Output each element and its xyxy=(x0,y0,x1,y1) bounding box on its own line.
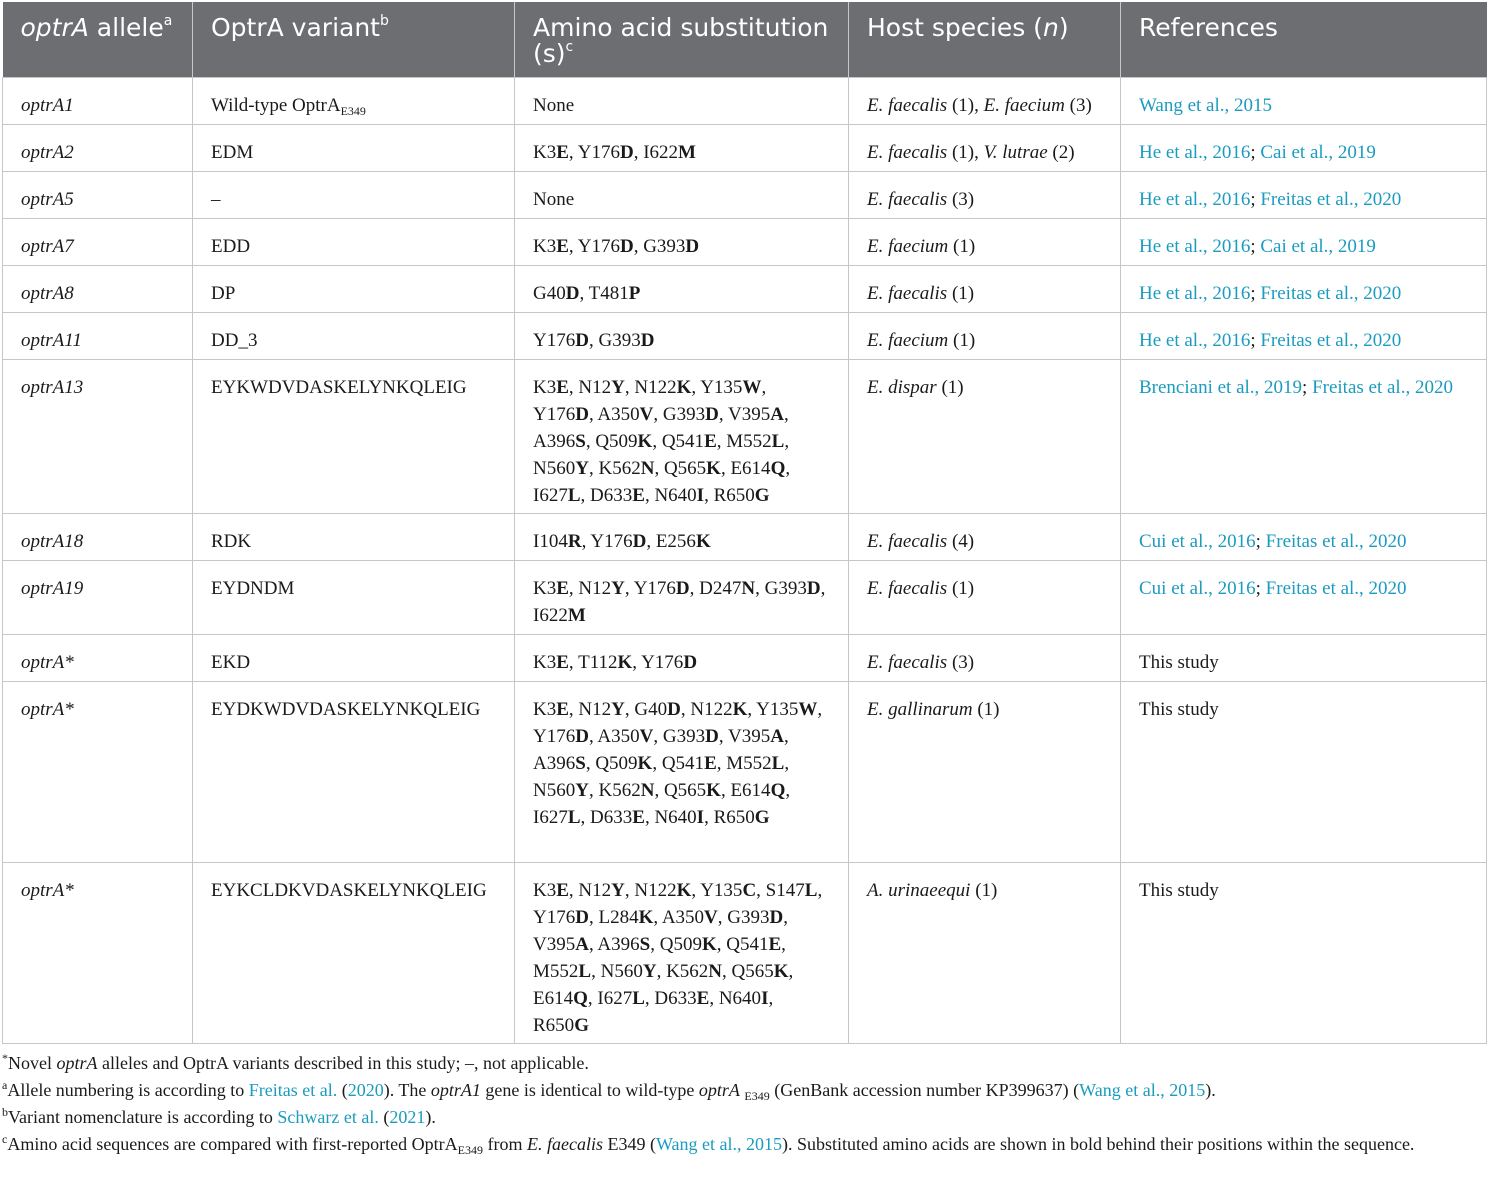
reference-link[interactable]: Cai et al., 2019 xyxy=(1260,236,1376,257)
substituted-residue: L xyxy=(578,961,592,982)
substituted-residue: D xyxy=(632,531,647,552)
table-row xyxy=(3,360,1487,514)
header-variant xyxy=(193,2,515,78)
allele-cell: optrA2 xyxy=(3,125,193,172)
table-row xyxy=(3,266,1487,313)
substituted-residue: E xyxy=(632,807,645,828)
substituted-residue: V xyxy=(639,404,654,425)
allele-cell: optrA7 xyxy=(3,219,193,266)
substituted-residue: K xyxy=(637,753,653,774)
substituted-residue: V xyxy=(704,907,718,928)
references-cell: Cui et al., 2016; Freitas et al., 2020 xyxy=(1121,561,1487,635)
variant-cell xyxy=(193,78,515,125)
table-row xyxy=(3,635,1487,682)
substituted-residue: N xyxy=(640,458,655,479)
substituted-residue: E xyxy=(556,699,569,720)
variant-cell xyxy=(193,172,515,219)
substituted-residue: E xyxy=(556,377,569,398)
substituted-residue: K xyxy=(706,458,721,479)
references-cell: He et al., 2016; Freitas et al., 2020 xyxy=(1121,313,1487,360)
host-cell: E. faecium (1) xyxy=(849,313,1121,360)
variant-cell xyxy=(193,125,515,172)
variant-cell xyxy=(193,360,515,514)
substituted-residue: W xyxy=(742,377,762,398)
substituted-residue: N xyxy=(640,780,655,801)
substituted-residue: E xyxy=(768,934,782,955)
substituted-residue: K xyxy=(732,699,748,720)
substitution-cell: K3E, N12Y, N122K, Y135W, Y176D, A350V, G393D, V395A, A396S, Q509K, Q541E, M552L, N560Y, K562N, Q565K, E614Q, I627L, D633E, N640I, R650G xyxy=(515,360,849,514)
table-row xyxy=(3,514,1487,561)
substituted-residue: D xyxy=(575,726,589,747)
substituted-residue: L xyxy=(771,753,785,774)
host-cell: E. faecalis (1) xyxy=(849,266,1121,313)
substitution-cell: K3E, N12Y, N122K, Y135C, S147L, Y176D, L284K, A350V, G393D, V395A, A396S, Q509K, Q541E, M552L, N560Y, K562N, Q565K, E614Q, I627L, D633E, N640I, R650G xyxy=(515,863,849,1044)
species-name: E. gallinarum xyxy=(867,699,973,720)
table-container xyxy=(2,2,1486,1044)
substituted-residue: Y xyxy=(611,377,625,398)
table-row xyxy=(3,561,1487,635)
table-row xyxy=(3,219,1487,266)
header-row xyxy=(3,2,1487,78)
substitution-cell: K3E, N12Y, Y176D, D247N, G393D, I622M xyxy=(515,561,849,635)
species-name: E. faecalis xyxy=(867,578,948,599)
variant-text: EKD xyxy=(211,652,251,673)
host-cell: E. faecalis (1), V. lutrae (2) xyxy=(849,125,1121,172)
reference-link[interactable]: He et al., 2016 xyxy=(1139,142,1251,163)
substituted-residue: L xyxy=(567,807,581,828)
substituted-residue: E xyxy=(704,431,717,452)
variant-text: RDK xyxy=(211,531,252,552)
host-cell: A. urinaeequi (1) xyxy=(849,863,1121,1044)
table-row xyxy=(3,78,1487,125)
references-cell: Cui et al., 2016; Freitas et al., 2020 xyxy=(1121,514,1487,561)
reference-link[interactable]: Freitas et al., 2020 xyxy=(1260,283,1402,304)
substituted-residue: L xyxy=(632,988,645,1009)
substituted-residue: I xyxy=(761,988,769,1009)
reference-link[interactable]: Cui et al., 2016 xyxy=(1139,578,1256,599)
substituted-residue: E xyxy=(556,142,569,163)
substitution-cell: None xyxy=(515,78,849,125)
references-cell: Brenciani et al., 2019; Freitas et al., 2020 xyxy=(1121,360,1487,514)
species-name: E. faecium xyxy=(867,330,949,351)
substituted-residue: Y xyxy=(611,699,625,720)
references-cell: He et al., 2016; Cai et al., 2019 xyxy=(1121,125,1487,172)
reference-link[interactable]: Cui et al., 2016 xyxy=(1139,531,1256,552)
substituted-residue: M xyxy=(678,142,696,163)
reference-link[interactable]: Freitas et al., 2020 xyxy=(1265,531,1407,552)
substituted-residue: K xyxy=(637,431,653,452)
header-substitution-label: Amino acid substitution (s) xyxy=(533,13,829,68)
header-allele-sup: a xyxy=(163,13,173,29)
substitution-cell: None xyxy=(515,172,849,219)
allele-cell: optrA13 xyxy=(3,360,193,514)
footnote-c: $^c$Amino acid sequences are compared with first-reported OptrA$_{E349}$ from E. faecalis E349 (Wang et al., 2015). Substituted amino acids are shown in bold behind their positions within the sequence. xyxy=(2,1132,1415,1157)
host-cell: E. gallinarum (1) xyxy=(849,682,1121,863)
species-name: E. faecalis xyxy=(867,652,948,673)
species-name: E. faecium xyxy=(983,95,1065,116)
substituted-residue: W xyxy=(798,699,818,720)
reference-link[interactable]: He et al., 2016 xyxy=(1139,283,1251,304)
references-cell: This study xyxy=(1121,635,1487,682)
allele-cell: optrA19 xyxy=(3,561,193,635)
substituted-residue: L xyxy=(567,485,581,506)
reference-link[interactable]: Freitas et al., 2020 xyxy=(1265,578,1407,599)
allele-cell: optrA* xyxy=(3,682,193,863)
variant-text: EDM xyxy=(211,142,254,163)
footnote-star: *Novel optrA alleles and OptrA variants described in this study; –, not applicable. xyxy=(2,1051,589,1073)
reference-link[interactable]: Cai et al., 2019 xyxy=(1260,142,1376,163)
substituted-residue: G xyxy=(754,807,770,828)
substitution-cell: Y176D, G393D xyxy=(515,313,849,360)
substituted-residue: K xyxy=(676,377,692,398)
substituted-residue: Q xyxy=(770,458,786,479)
substituted-residue: L xyxy=(804,880,818,901)
footnote-link-wang-2[interactable]: Wang et al., 2015 xyxy=(656,1134,783,1154)
substituted-residue: K xyxy=(638,907,654,928)
substituted-residue: E xyxy=(696,988,710,1009)
variant-subscript: E349 xyxy=(340,104,366,118)
host-cell: E. dispar (1) xyxy=(849,360,1121,514)
substituted-residue: N xyxy=(741,578,756,599)
substituted-residue: S xyxy=(639,934,651,955)
host-cell: E. faecium (1) xyxy=(849,219,1121,266)
substituted-residue: D xyxy=(705,726,719,747)
footnote-link-2021[interactable]: 2021 xyxy=(389,1107,426,1127)
species-name: A. urinaeequi xyxy=(867,880,971,901)
allele-cell: optrA18 xyxy=(3,514,193,561)
species-name: E. faecium xyxy=(867,236,949,257)
substituted-residue: D xyxy=(806,578,821,599)
species-name: V. lutrae xyxy=(983,142,1048,163)
species-name: E. faecalis xyxy=(867,142,948,163)
substituted-residue: K xyxy=(773,961,789,982)
substituted-residue: G xyxy=(754,485,770,506)
substituted-residue: D xyxy=(619,236,634,257)
host-cell: E. faecalis (4) xyxy=(849,514,1121,561)
variant-text: DD_3 xyxy=(211,330,258,351)
substituted-residue: S xyxy=(575,431,586,452)
footnote-link-2020[interactable]: 2020 xyxy=(347,1080,384,1100)
substituted-residue: K xyxy=(706,780,721,801)
substituted-residue: P xyxy=(628,283,641,304)
variant-text: Wild-type OptrA xyxy=(211,95,341,116)
substituted-residue: Y xyxy=(642,961,657,982)
variant-cell xyxy=(193,514,515,561)
species-name: E. faecalis xyxy=(867,283,948,304)
variant-cell xyxy=(193,863,515,1044)
reference-link[interactable]: Freitas et al., 2020 xyxy=(1260,330,1402,351)
substitution-cell: K3E, T112K, Y176D xyxy=(515,635,849,682)
substituted-residue: E xyxy=(556,236,569,257)
variant-text: – xyxy=(211,189,221,210)
allele-cell: optrA* xyxy=(3,635,193,682)
substituted-residue: D xyxy=(705,404,719,425)
substituted-residue: A xyxy=(770,404,784,425)
allele-cell: optrA5 xyxy=(3,172,193,219)
header-substitution xyxy=(515,2,849,78)
reference-link[interactable]: He et al., 2016 xyxy=(1139,189,1251,210)
substituted-residue: E xyxy=(632,485,645,506)
allele-cell: optrA* xyxy=(3,863,193,1044)
substituted-residue: G xyxy=(574,1015,589,1036)
variant-cell xyxy=(193,313,515,360)
substituted-residue: I xyxy=(696,807,705,828)
substituted-residue: Y xyxy=(611,578,625,599)
table-row xyxy=(3,863,1487,1044)
footnote-link-freitas[interactable]: Freitas et al. xyxy=(248,1080,338,1100)
reference-link[interactable]: He et al., 2016 xyxy=(1139,330,1251,351)
species-name: E. faecalis xyxy=(867,189,948,210)
variant-cell xyxy=(193,561,515,635)
substituted-residue: M xyxy=(567,605,586,626)
substituted-residue: Y xyxy=(575,458,589,479)
header-variant-label: OptrA variant xyxy=(211,13,380,42)
substituted-residue: S xyxy=(575,753,586,774)
allele-cell: optrA11 xyxy=(3,313,193,360)
variant-text: DP xyxy=(211,283,236,304)
substituted-residue: L xyxy=(771,431,785,452)
header-allele: optrA allele$^a$ xyxy=(3,2,193,78)
optra-table xyxy=(2,2,1487,1044)
host-cell: E. faecalis (3) xyxy=(849,635,1121,682)
substituted-residue: D xyxy=(575,907,589,928)
substituted-residue: R xyxy=(567,531,582,552)
footnote-a: $^a$Allele numbering is according to Freitas et al. (2020). The optrA1 gene is identical to wild-type optrA $_{E349}$ (GenBank accession number KP399637) (Wang et al., 2015). xyxy=(2,1078,1216,1103)
substituted-residue: D xyxy=(685,236,700,257)
references-cell: He et al., 2016; Freitas et al., 2020 xyxy=(1121,266,1487,313)
host-cell: E. faecalis (3) xyxy=(849,172,1121,219)
host-cell: E. faecalis (1) xyxy=(849,561,1121,635)
substituted-residue: D xyxy=(575,330,589,351)
references-cell: This study xyxy=(1121,863,1487,1044)
substituted-residue: E xyxy=(556,652,569,673)
table-row xyxy=(3,172,1487,219)
substituted-residue: Q xyxy=(573,988,588,1009)
substituted-residue: D xyxy=(667,699,681,720)
header-references: References xyxy=(1121,2,1487,78)
table-row xyxy=(3,682,1487,863)
table-body xyxy=(3,78,1487,1044)
variant-text: EDD xyxy=(211,236,251,257)
substituted-residue: I xyxy=(696,485,705,506)
species-name: E. faecalis xyxy=(867,95,948,116)
substituted-residue: C xyxy=(742,880,757,901)
reference-link[interactable]: Freitas et al., 2020 xyxy=(1260,189,1402,210)
substituted-residue: D xyxy=(640,330,655,351)
substituted-residue: A xyxy=(575,934,589,955)
reference-link[interactable]: He et al., 2016 xyxy=(1139,236,1251,257)
substituted-residue: E xyxy=(556,578,569,599)
variant-cell xyxy=(193,266,515,313)
variant-cell xyxy=(193,635,515,682)
references-cell: He et al., 2016; Cai et al., 2019 xyxy=(1121,219,1487,266)
reference-link[interactable]: Brenciani et al., 2019 xyxy=(1139,377,1303,398)
substituted-residue: Q xyxy=(770,780,786,801)
references-cell xyxy=(1121,78,1487,125)
substitution-cell: K3E, Y176D, G393D xyxy=(515,219,849,266)
substituted-residue: D xyxy=(575,404,589,425)
substituted-residue: K xyxy=(617,652,633,673)
variant-text: EYKWDVDASKELYNKQLEIG xyxy=(211,377,467,398)
variant-text: EYDNDM xyxy=(211,578,295,599)
allele-cell: optrA8 xyxy=(3,266,193,313)
table-row xyxy=(3,125,1487,172)
substitution-cell: G40D, T481P xyxy=(515,266,849,313)
substituted-residue: D xyxy=(769,907,784,928)
host-cell: E. faecalis (1), E. faecium (3) xyxy=(849,78,1121,125)
substituted-residue: Y xyxy=(611,880,625,901)
substitution-cell: I104R, Y176D, E256K xyxy=(515,514,849,561)
substituted-residue: D xyxy=(683,652,698,673)
substituted-residue: E xyxy=(556,880,569,901)
species-name: E. faecalis xyxy=(867,531,948,552)
substituted-residue: A xyxy=(770,726,784,747)
substituted-residue: E xyxy=(704,753,717,774)
variant-cell xyxy=(193,219,515,266)
reference-link[interactable]: Freitas et al., 2020 xyxy=(1312,377,1453,398)
substituted-residue: D xyxy=(675,578,690,599)
footnote-link-wang[interactable]: Wang et al., 2015 xyxy=(1079,1080,1206,1100)
allele-cell: optrA1 xyxy=(3,78,193,125)
header-host: Host species (n) xyxy=(849,2,1121,78)
footnote-b: $^b$Variant nomenclature is according to Schwarz et al. (2021). xyxy=(2,1105,436,1127)
substituted-residue: V xyxy=(639,726,654,747)
footnote-link-schwarz[interactable]: Schwarz et al. xyxy=(277,1107,379,1127)
references-cell: This study xyxy=(1121,682,1487,863)
header-variant-sup: b xyxy=(379,13,389,29)
substituted-residue: Y xyxy=(575,780,589,801)
header-substitution-sup: c xyxy=(565,39,574,55)
substituted-residue: D xyxy=(565,283,580,304)
variant-cell xyxy=(193,682,515,863)
substituted-residue: K xyxy=(676,880,692,901)
substituted-residue: D xyxy=(619,142,634,163)
table-row xyxy=(3,313,1487,360)
variant-text: EYKCLDKVDASKELYNKQLEIG xyxy=(211,880,487,901)
references-cell: He et al., 2016; Freitas et al., 2020 xyxy=(1121,172,1487,219)
substituted-residue: K xyxy=(701,934,717,955)
substituted-residue: K xyxy=(695,531,711,552)
substituted-residue: N xyxy=(708,961,723,982)
species-name: E. dispar xyxy=(867,377,937,398)
substitution-cell: K3E, Y176D, I622M xyxy=(515,125,849,172)
variant-text: EYDKWDVDASKELYNKQLEIG xyxy=(211,699,481,720)
substitution-cell: K3E, N12Y, G40D, N122K, Y135W, Y176D, A350V, G393D, V395A, A396S, Q509K, Q541E, M552L, N560Y, K562N, Q565K, E614Q, I627L, D633E, N640I, R650G xyxy=(515,682,849,863)
reference-link[interactable]: Wang et al., 2015 xyxy=(1139,95,1273,116)
